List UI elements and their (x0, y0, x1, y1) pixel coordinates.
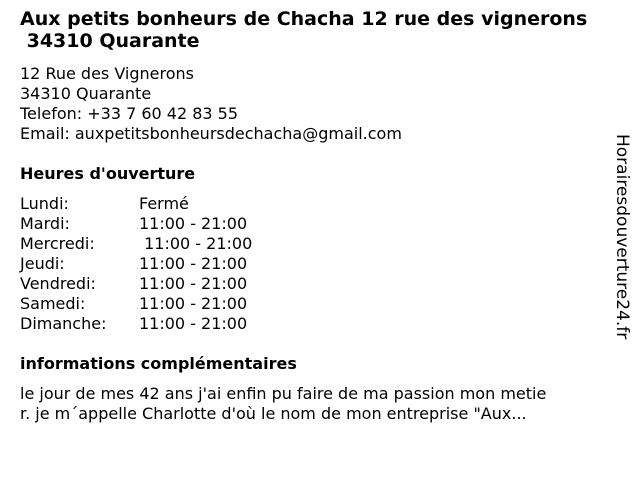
opening-hours-heading: Heures d'ouverture (20, 164, 196, 183)
hours-day: Vendredi: (20, 274, 96, 293)
hours-day: Lundi: (20, 194, 69, 213)
hours-time: 11:00 - 21:00 (139, 274, 248, 293)
address-city: 34310 Quarante (20, 84, 152, 103)
business-title-line-1: Aux petits bonheurs de Chacha 12 rue des vignerons (20, 8, 588, 30)
hours-row-friday (20, 274, 252, 294)
business-description (20, 384, 600, 424)
hours-row-saturday (20, 294, 252, 314)
hours-row-sunday (20, 314, 252, 334)
hours-time: 11:00 - 21:00 (139, 214, 248, 233)
hours-time: 11:00 - 21:00 (139, 294, 248, 313)
hours-row-wednesday (20, 234, 252, 254)
hours-time: Fermé (139, 194, 189, 213)
email-address: Email: auxpetitsbonheursdechacha@gmail.com (20, 124, 402, 143)
opening-hours-table (20, 194, 252, 334)
hours-day: Dimanche: (20, 314, 107, 333)
hours-day: Samedi: (20, 294, 86, 313)
description-line-1: le jour de mes 42 ans j'ai enfin pu faire de ma passion mon metie (20, 384, 547, 403)
hours-time: 11:00 - 21:00 (139, 234, 253, 253)
business-title-line-2: 34310 Quarante (20, 30, 200, 52)
hours-row-monday (20, 194, 252, 214)
hours-time: 11:00 - 21:00 (139, 314, 248, 333)
hours-row-thursday (20, 254, 252, 274)
description-line-2: r. je m´appelle Charlotte d'où le nom de mon entreprise "Aux... (20, 404, 527, 423)
address-street: 12 Rue des Vignerons (20, 64, 195, 83)
hours-day: Jeudi: (20, 254, 65, 273)
hours-row-tuesday (20, 214, 252, 234)
phone-number: Telefon: +33 7 60 42 83 55 (20, 104, 239, 123)
hours-day: Mardi: (20, 214, 70, 233)
site-watermark: Horairesdouverture24.fr (612, 134, 632, 340)
hours-time: 11:00 - 21:00 (139, 254, 248, 273)
address-block (20, 64, 402, 144)
business-title (20, 8, 620, 52)
hours-day: Mercredi: (20, 234, 95, 253)
additional-info-heading: informations complémentaires (20, 354, 297, 373)
